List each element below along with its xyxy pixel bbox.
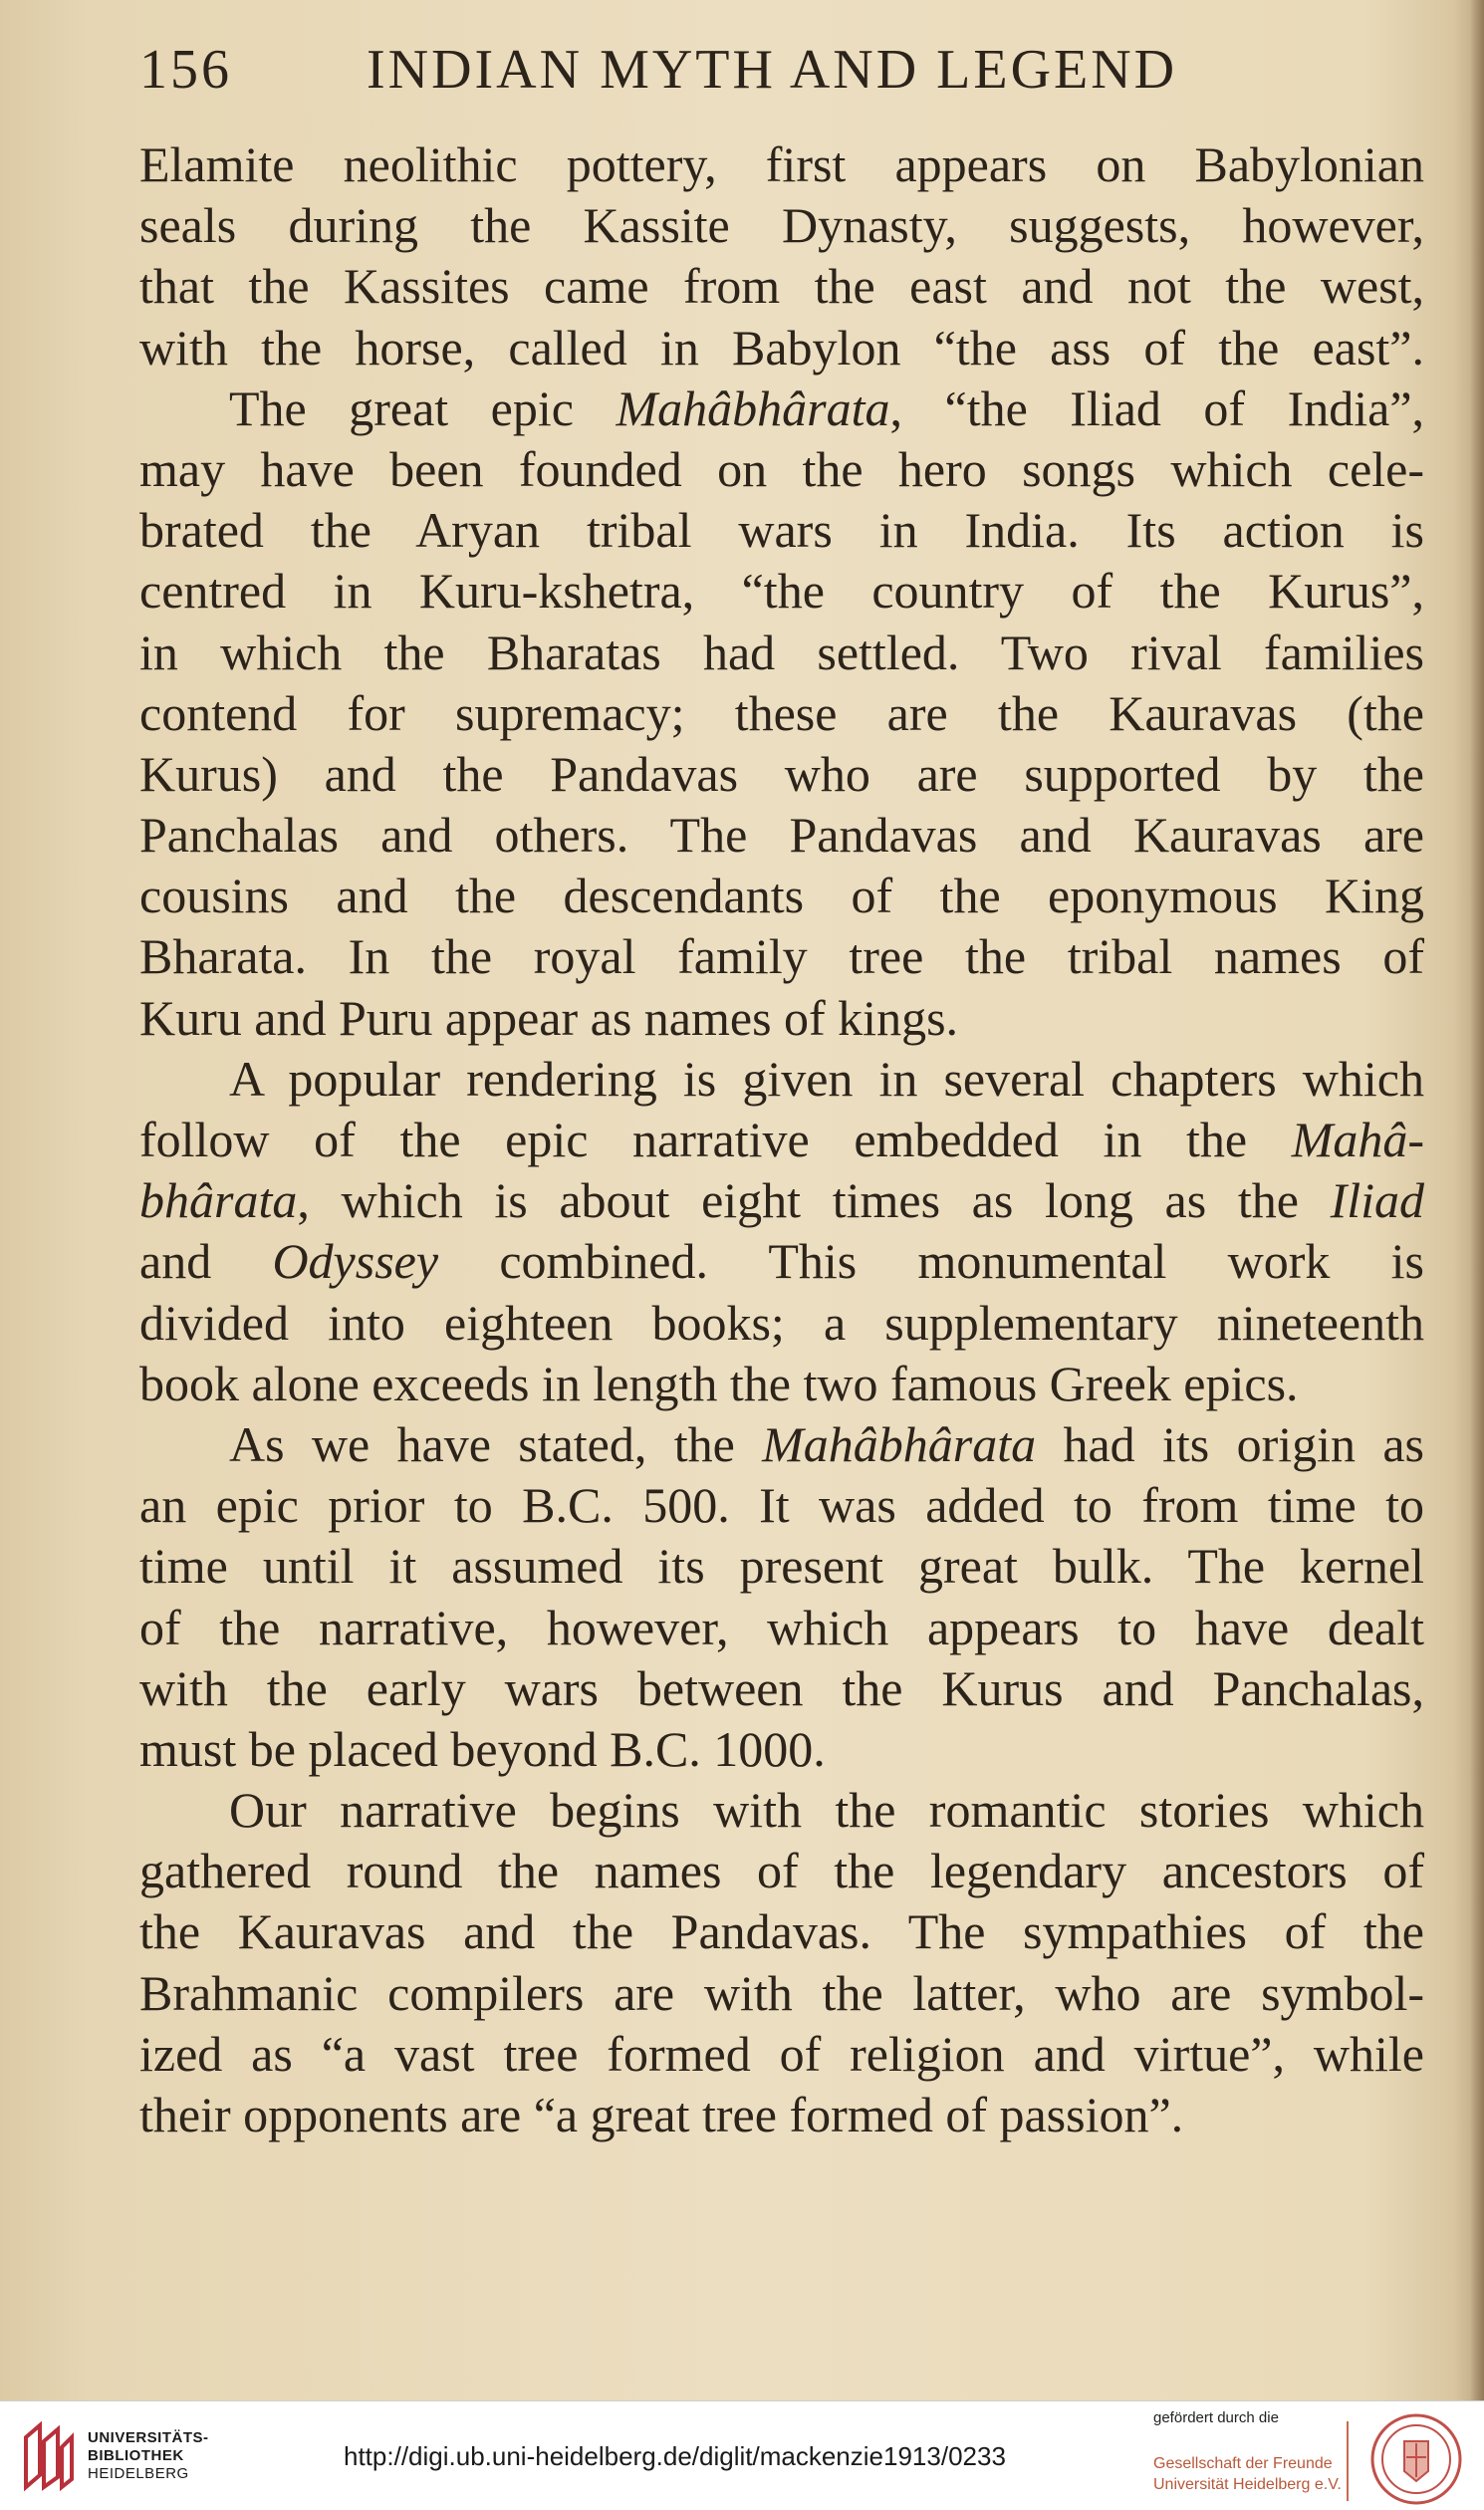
text-line: cousins and the descendants of the eponymous King [139,868,1424,924]
sponsor-name [1153,2453,1342,2495]
italic-title: Odyssey [272,1233,439,1290]
italic-title: Iliad [1330,1172,1425,1229]
footer-bar [0,2400,1484,2510]
library-name-line: BIBLIOTHEK [88,2447,184,2464]
text-run: , “the Iliad of India”, [889,379,1425,436]
text-run: follow of the epic narrative embedded in the [139,1112,1248,1167]
text-run: and [139,1233,212,1290]
text-line: Bharata. In the royal family tree the tribal names of [139,928,1424,985]
text-run: , which is about eight times as long as the [297,1172,1299,1229]
text-line: must be placed beyond B.C. 1000. [139,1720,826,1777]
body-text [139,134,1434,2145]
text-line: centred in Kuru-kshetra, “the country of the Kurus”, [139,563,1424,620]
text-run: The great epic [229,379,574,436]
page-header [139,38,1414,108]
text-line: divided into eighteen books; a supplementary nineteenth [139,1294,1424,1351]
text-line: Elamite neolithic pottery, first appears on Babylonian [139,136,1424,192]
text-line [139,1170,1424,1231]
text-line [139,1231,1424,1292]
text-line: Kurus) and the Pandavas who are supported by the [139,745,1424,802]
running-title: INDIAN MYTH AND LEGEND [367,39,1178,101]
university-library-logo-icon [18,2417,78,2495]
sponsor-divider [1347,2421,1349,2501]
digital-object-url[interactable]: http://digi.ub.uni-heidelberg.de/diglit/mackenzie1913/0233 [344,2441,1006,2471]
page-number: 156 [139,39,232,101]
text-line: Brahmanic compilers are with the latter, who are symbol- [139,1964,1424,2021]
text-line: ized as “a vast tree formed of religion and virtue”, while [139,2025,1424,2082]
text-line: seals during the Kassite Dynasty, suggests, however, [139,197,1424,254]
text-line: with the early wars between the Kurus and Panchalas, [139,1659,1424,1716]
text-line: Panchalas and others. The Pandavas and Kauravas are [139,807,1424,864]
text-line [139,1110,1424,1170]
italic-title: Mahâbhârata [762,1415,1037,1472]
text-run: As we have stated, the [229,1415,735,1472]
italic-title: Mahâbhârata [616,379,890,436]
text-line: gathered round the names of the legendary ancestors of [139,1843,1424,1899]
text-line: that the Kassites came from the east and not the west, [139,258,1424,315]
sponsor-name-line: Gesellschaft der Freunde [1153,2455,1333,2472]
text-line: of the narrative, however, which appears to have dealt [139,1599,1424,1655]
library-name-line: HEIDELBERG [88,2465,189,2482]
text-line: contend for supremacy; these are the Kauravas (the [139,684,1424,741]
text-line: Kuru and Puru appear as names of kings. [139,989,959,1046]
text-line [139,1414,1424,1475]
italic-title: Mahâ- [1291,1112,1424,1167]
text-line: brated the Aryan tribal wars in India. Its action is [139,502,1424,559]
text-line: with the horse, called in Babylon “the ass of the east”. [139,319,1424,376]
text-line: time until it assumed its present great bulk. The kernel [139,1538,1424,1595]
text-line: the Kauravas and the Pandavas. The sympathies of the [139,1903,1424,1960]
library-name-line: UNIVERSITÄTS- [88,2429,209,2446]
text-line: Our narrative begins with the romantic stories which [229,1782,1424,1839]
university-seal-icon [1366,2411,1466,2507]
sponsor-name-line: Universität Heidelberg e.V. [1153,2476,1342,2493]
text-run: combined. This monumental work is [499,1233,1425,1290]
sponsor-intro: gefördert durch die [1153,2409,1279,2426]
text-line: their opponents are “a great tree formed of passion”. [139,2087,1184,2142]
italic-title: bhârata [139,1172,298,1229]
library-name [88,2429,209,2483]
text-run: had its origin as [1063,1415,1425,1472]
text-line: book alone exceeds in length the two famous Greek epics. [139,1355,1299,1411]
text-line: in which the Bharatas had settled. Two rival families [139,624,1424,680]
text-line: A popular rendering is given in several chapters which [229,1050,1424,1107]
text-line: an epic prior to B.C. 500. It was added to from time to [139,1477,1424,1534]
text-line [139,378,1424,439]
text-line: may have been founded on the hero songs which cele- [139,440,1424,497]
